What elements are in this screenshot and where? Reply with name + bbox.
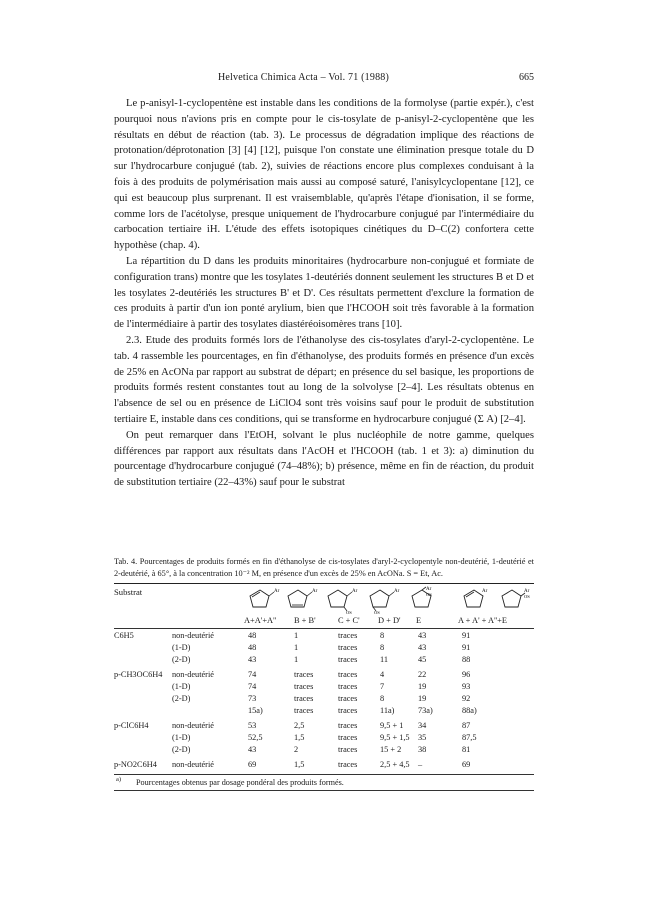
table-cell: 9,5 + 1 xyxy=(380,721,404,730)
table-4 xyxy=(114,556,534,791)
table-row xyxy=(114,721,534,733)
table-cell: 73a) xyxy=(418,706,433,715)
table-cell: 8 xyxy=(380,694,385,703)
table-cell: traces xyxy=(294,670,314,679)
ar-label: Ar xyxy=(524,589,530,594)
table-header xyxy=(114,584,534,628)
table-cell: 2,5 + 4,5 xyxy=(380,760,410,769)
table-cell: 74 xyxy=(248,670,257,679)
column-header: C + C' xyxy=(338,616,360,625)
deuteration-label: non-deutérié xyxy=(172,721,214,730)
column-header: D + D' xyxy=(378,616,401,625)
table-cell: 74 xyxy=(248,682,257,691)
table-row xyxy=(114,745,534,757)
table-cell: 43 xyxy=(418,631,427,640)
table-cell: 69 xyxy=(248,760,257,769)
deuteration-label: (2-D) xyxy=(172,694,191,703)
table-cell: 15a) xyxy=(248,706,263,715)
paragraph: On peut remarquer dans l'EtOH, solvant le plus nucléophile de notre gamme, quelques différences par rapport aux résultats dans l'AcOH et l'HCOOH (tab. 1 et 3): a) diminution du pourcentage d'hydrocarbure conjugué (74–48%); b) présence, même en fin de réaction, du produit de substitution tertiaire (22–43%) sauf pour le substrat xyxy=(114,429,534,489)
table-cell: traces xyxy=(338,760,358,769)
journal-running-title: Helvetica Chimica Acta – Vol. 71 (1988) xyxy=(218,72,390,83)
table-row xyxy=(114,682,534,694)
column-header: A + A' + A''+E xyxy=(458,616,507,625)
table-cell: traces xyxy=(338,670,358,679)
table-cell: 2 xyxy=(294,745,299,754)
table-row xyxy=(114,694,534,706)
table-row xyxy=(114,655,534,667)
deuteration-label: non-deutérié xyxy=(172,670,214,679)
footnote-text: Pourcentages obtenus par dosage pondéral des produits formés. xyxy=(136,778,344,787)
table-cell: 96 xyxy=(462,670,471,679)
substrate-name: p-CH3OC6H4 xyxy=(114,670,163,679)
ar-label: Ar xyxy=(394,589,400,594)
table-cell: traces xyxy=(338,745,358,754)
table-cell: traces xyxy=(338,643,358,652)
deuteration-label: non-deutérié xyxy=(172,631,214,640)
table-cell: 43 xyxy=(248,655,257,664)
substrate-name: p-ClC6H4 xyxy=(114,721,149,730)
structure-icon-sum-e xyxy=(494,586,534,614)
structure-icon-nonconjugated xyxy=(280,586,320,614)
table-cell: 52,5 xyxy=(248,733,263,742)
table-cell: traces xyxy=(338,721,358,730)
deuteration-label: (1-D) xyxy=(172,733,191,742)
os-label: OS xyxy=(374,610,380,614)
table-cell: 88 xyxy=(462,655,471,664)
ar-label: Ar xyxy=(352,589,358,594)
table-cell: 35 xyxy=(418,733,427,742)
table-cell: traces xyxy=(294,682,314,691)
paragraph: La répartition du D dans les produits minoritaires (hydrocarbure non-conjugué et formiate de configuration trans) montre que les tosylates 1-deutériés donnent seulement les structures B et D et les tosylates 2-deutériés les structures B' et D'. Ces résultats permettent d'exclure la formation de ces produits à partir d'un ion ponté arylium, bien que l'HCOOH soit très favorable à la formation de l'intermédiaire à partir des tosylates diastéréoisomères trans [10]. xyxy=(114,255,534,331)
ar-label: Ar xyxy=(482,589,488,594)
deuteration-label: (1-D) xyxy=(172,682,191,691)
table-cell: 1 xyxy=(294,643,299,652)
table-cell: 1 xyxy=(294,631,299,640)
os-label: OS xyxy=(426,592,432,597)
paragraph: Le p-anisyl-1-cyclopentène est instable dans les conditions de la formolyse (partie expér.), c'est pourquoi nous n'avions pris en compte pour le cis-tosylate de p-anisyl-2-cyclopentène que les résultats en début de réaction (tab. 3). Le processus de dégradation implique des réactions de protonation/déprotonation [3] [4] [12], puisque l'on constate une élimination presque totale du D sur l'hydrocarbure conjugué (tab. 2), suivies de réactions encore plus complexes conduisant à la fois à des produits de polymérisation mais aussi au composé saturé, l'anisylcyclopentane [12], ce qui est beaucoup plus surprenant. Il est vraisemblable, qu'après l'étape d'ionisation, il se forme, comme lors de l'acétolyse, presque uniquement de l'hydrocarbure conjugué par l'intermédiaire du carbocation tertiaire iH. L'étude des effets isotopiques cinétiques du D–C(2) confortera cette hypothèse (chap. 4). xyxy=(114,98,534,252)
table-cell: 88a) xyxy=(462,706,477,715)
table-cell: 87,5 xyxy=(462,733,477,742)
table-cell: traces xyxy=(338,682,358,691)
main-text xyxy=(114,96,534,491)
table-cell: 69 xyxy=(462,760,471,769)
table-cell: 19 xyxy=(418,682,427,691)
table-cell: 1,5 xyxy=(294,760,305,769)
ar-label: Ar xyxy=(312,589,318,594)
column-header: A+A'+A'' xyxy=(244,616,277,625)
footnote-rule xyxy=(114,790,534,791)
table-cell: 34 xyxy=(418,721,427,730)
table-cell: 15 + 2 xyxy=(380,745,402,754)
deuteration-label: non-deutérié xyxy=(172,760,214,769)
column-header: B + B' xyxy=(294,616,316,625)
table-cell: 11a) xyxy=(380,706,395,715)
table-cell: 81 xyxy=(462,745,471,754)
table-row xyxy=(114,733,534,745)
table-cell: 38 xyxy=(418,745,427,754)
deuteration-label: (2-D) xyxy=(172,745,191,754)
table-row xyxy=(114,631,534,643)
table-cell: 4 xyxy=(380,670,385,679)
table-caption: Tab. 4. Pourcentages de produits formés en fin d'éthanolyse de cis-tosylates d'aryl-2-cyclopentyle non-deutérié, 1-deutérié et 2-deutérié, à 65°, à la concentration 10⁻² M, en présence d'un excès de 25% en AcONa. S = Et, Ac. xyxy=(114,557,534,578)
ar-label: Ar xyxy=(426,587,432,592)
structure-icon-trans-ester xyxy=(320,586,360,614)
table-row xyxy=(114,760,534,772)
deuteration-label: (1-D) xyxy=(172,643,191,652)
table-cell: 48 xyxy=(248,631,257,640)
table-cell: 11 xyxy=(380,655,388,664)
os-label: OS xyxy=(524,594,530,599)
substrat-header: Substrat xyxy=(114,587,143,597)
table-cell: 8 xyxy=(380,631,385,640)
table-cell: 43 xyxy=(248,745,257,754)
table-cell: – xyxy=(418,760,423,769)
table-cell: 91 xyxy=(462,643,471,652)
table-cell: traces xyxy=(338,694,358,703)
table-cell: traces xyxy=(338,655,358,664)
table-cell: 92 xyxy=(462,694,471,703)
table-bottom-rule xyxy=(114,774,534,775)
table-cell: 73 xyxy=(248,694,257,703)
table-cell: 7 xyxy=(380,682,385,691)
table-cell: 1,5 xyxy=(294,733,305,742)
table-cell: traces xyxy=(294,706,314,715)
table-cell: traces xyxy=(338,733,358,742)
table-row xyxy=(114,706,534,718)
table-cell: 48 xyxy=(248,643,257,652)
page-number: 665 xyxy=(519,72,534,83)
table-cell: 9,5 + 1,5 xyxy=(380,733,410,742)
table-footnote xyxy=(114,778,534,790)
column-header: E xyxy=(416,616,422,625)
structure-icon-ester xyxy=(362,586,402,614)
paragraph: 2.3. Etude des produits formés lors de l'éthanolyse des cis-tosylates d'aryl-2-cyclopentène. Le tab. 4 rassemble les pourcentages, en fin d'éthanolyse, des produits formés en présence d'un excès de 25% en AcONa par rapport au substrat de départ; en présence du sel basique, les proportions de produits formés restent constantes tout au long de la solvolyse [2–4]. Les résultats obtenus en l'absence de sel ou en présence de LiClO4 sont très voisins sauf pour le produit de substitution tertiaire E, instable dans ces conditions, qui se transforme en hydrocarbure conjugué (Σ A) [2–4]. xyxy=(114,334,534,425)
structure-icon-sum-a xyxy=(456,586,496,614)
table-cell: 45 xyxy=(418,655,427,664)
table-body xyxy=(114,629,534,772)
structure-icon-conjugated xyxy=(242,586,282,614)
table-cell: 43 xyxy=(418,643,427,652)
table-cell: traces xyxy=(338,706,358,715)
table-cell: 22 xyxy=(418,670,427,679)
table-cell: 8 xyxy=(380,643,385,652)
table-cell: 91 xyxy=(462,631,471,640)
table-cell: 19 xyxy=(418,694,427,703)
footnote-mark: a) xyxy=(116,776,122,783)
table-cell: 93 xyxy=(462,682,471,691)
table-cell: 1 xyxy=(294,655,299,664)
table-cell: traces xyxy=(338,631,358,640)
table-row xyxy=(114,670,534,682)
table-cell: 2,5 xyxy=(294,721,305,730)
structure-icon-tertiary xyxy=(404,586,444,614)
table-row xyxy=(114,643,534,655)
substrate-name: C6H5 xyxy=(114,631,134,640)
table-cell: traces xyxy=(294,694,314,703)
ar-label: Ar xyxy=(274,589,280,594)
deuteration-label: (2-D) xyxy=(172,655,191,664)
table-cell: 87 xyxy=(462,721,471,730)
substrate-name: p-NO2C6H4 xyxy=(114,760,157,769)
os-label: OS xyxy=(346,610,352,614)
table-cell: 53 xyxy=(248,721,257,730)
